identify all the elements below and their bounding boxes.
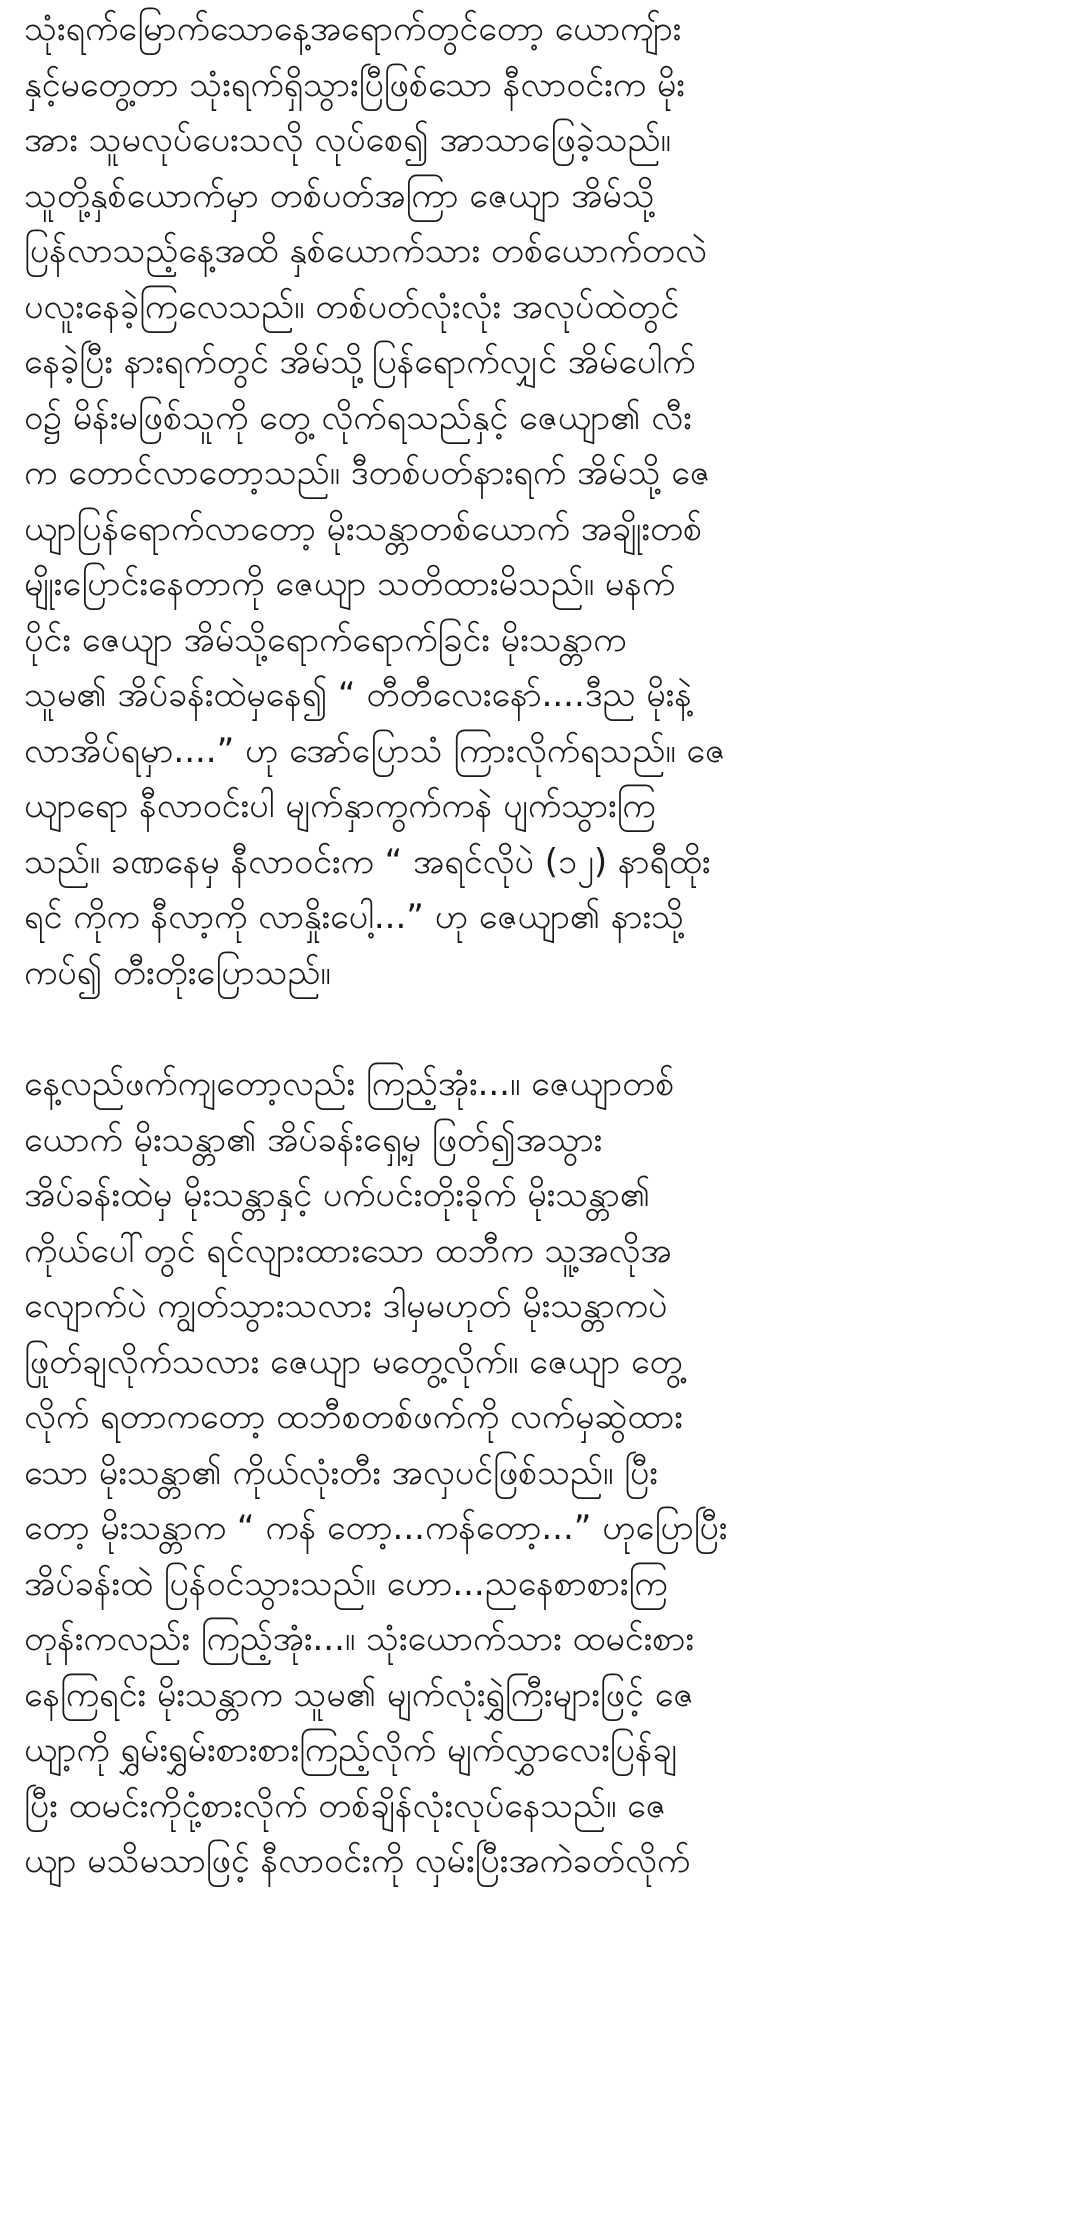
text-line: လျောက်ပဲ ကျွတ်သွားသလား ဒါမှမဟုတ် မိုးသန္တာကပဲ	[24, 1286, 668, 1326]
text-line: ယျာ မသိမသာဖြင့် နီလာဝင်းကို လှမ်းပြီးအကဲခတ်လိုက်	[24, 1841, 691, 1881]
text-line: တော့ မိုးသန္တာက “ ကန် တော့...ကန်တော့...” ဟုပြောပြီး	[24, 1508, 728, 1548]
text-line: အိပ်ခန်းထဲ ပြန်ဝင်သွားသည်။ ဟော...ညနေစာစားကြ	[24, 1563, 668, 1604]
text-line: ကပ်၍ တီးတိုးပြောသည်။	[24, 952, 331, 993]
text-line: နေခဲ့ပြီး နားရက်တွင် အိမ်သို့ပြန်ရောက်လျှင် အိမ်ပေါက်	[24, 342, 696, 382]
text-line: ယောက် မိုးသန္တာ၏ အိပ်ခန်းရှေ့မှ ဖြတ်၍အသွား	[24, 1119, 603, 1160]
paragraph	[24, 1057, 1058, 1890]
text-line: သော မိုးသန္တာ၏ ကိုယ်လုံးတီး အလှပင်ဖြစ်သည်။ ပြီး	[24, 1452, 658, 1493]
text-line: သည်။ ခဏနေမှ နီလာဝင်းက “ အရင်လိုပဲ (၁၂) နာရီထိုး	[24, 841, 711, 882]
text-line: ဖြုတ်ချလိုက်သလား ဇေယျာ မတွေ့လိုက်။ ဇေယျာ တွေ့	[24, 1341, 683, 1382]
text-line: မျိုးပြောင်းနေတာကို ဇေယျာ သတိထားမိသည်။ မနက်	[24, 564, 676, 604]
text-line: ပြန်လာသည့်နေ့အထိ နှစ်ယောက်သား တစ်ယောက်တလဲ	[24, 231, 707, 271]
text-line: တုန်းကလည်း ကြည့်အုံး...။ သုံးယောက်သား ထမင်းစား	[24, 1619, 695, 1659]
text-line: ရင် ကိုက နီလာ့ကို လာနှိုးပေါ့...” ဟု ဇေယျာ၏ နားသို့	[24, 897, 684, 937]
text-line: လိုက် ရတာကတော့ ထဘီစတစ်ဖက်ကို လက်မှဆွဲထား	[24, 1397, 683, 1437]
text-line: ယျာ့ကို ရွှမ်းရွှမ်းစားစားကြည့်လိုက် မျက်လွှာလေးပြန်ချ	[24, 1730, 677, 1770]
text-line: နေ့လည်ဖက်ကျတော့လည်း ကြည့်အုံး...။ ဇေယျာတစ်	[24, 1064, 675, 1104]
text-line: အိပ်ခန်းထဲမှ မိုးသန္တာနှင့် ပက်ပင်းတိုးခိုက် မိုးသန္တာ၏	[24, 1175, 650, 1215]
text-line: ကိုယ်ပေါ်တွင် ရင်လျားထားသော ထဘီက သူ့အလိုအ	[24, 1230, 672, 1271]
text-line: ပလူးနေခဲ့ကြလေသည်။ တစ်ပတ်လုံးလုံး အလုပ်ထဲတွင်	[24, 286, 680, 327]
text-line: လာအိပ်ရမှာ....” ဟု အော်ပြောသံ ကြားလိုက်ရသည်။ ဇေ	[24, 730, 726, 771]
text-line: အား သူမလုပ်ပေးသလို လုပ်စေ၍ အာသာဖြေခဲ့သည်။	[24, 120, 671, 160]
text-line: နေကြရင်း မိုးသန္တာက သူမ၏ မျက်လုံးရွှဲကြီးများဖြင့် ဇေ	[24, 1674, 694, 1715]
text-line: ပြီး ထမင်းကိုငုံ့စားလိုက် တစ်ချိန်လုံးလုပ်နေသည်။ ဇေ	[24, 1785, 666, 1826]
text-line: ယျာပြန်ရောက်လာတော့ မိုးသန္တာတစ်ယောက် အချိုးတစ်	[24, 508, 703, 549]
text-line: သုံးရက်မြောက်သောနေ့အရောက်တွင်တော့ ယောကျ်ား	[24, 9, 682, 49]
text-line: ယျာရော နီလာဝင်းပါ မျက်နှာကွက်ကနဲ ပျက်သွားကြ	[24, 786, 656, 826]
text-line: က တောင်လာတော့သည်။ ဒီတစ်ပတ်နားရက် အိမ်သို့ ဇေ	[24, 453, 710, 493]
text-line: သူတို့နှစ်ယောက်မှာ တစ်ပတ်အကြာ ဇေယျာ အိမ်သို့	[24, 175, 655, 216]
text-line: သူမ၏ အိပ်ခန်းထဲမှနေ၍ “ တီတီလေးနော်....ဒီည မိုးနဲ့	[24, 675, 692, 715]
text-line: နှင့်မတွေ့တာ သုံးရက်ရှိသွားပြီဖြစ်သော နီလာဝင်းက မိုး	[24, 64, 685, 105]
text-line: ပိုင်း ဇေယျာ အိမ်သို့ရောက်ရောက်ခြင်း မိုးသန္တာက	[24, 619, 627, 660]
text-line: ဝ၌ မိန်းမဖြစ်သူကို တွေ့ လိုက်ရသည်နှင့် ဇေယျာ၏ လီး	[24, 397, 692, 438]
paragraph	[24, 2, 1058, 1001]
